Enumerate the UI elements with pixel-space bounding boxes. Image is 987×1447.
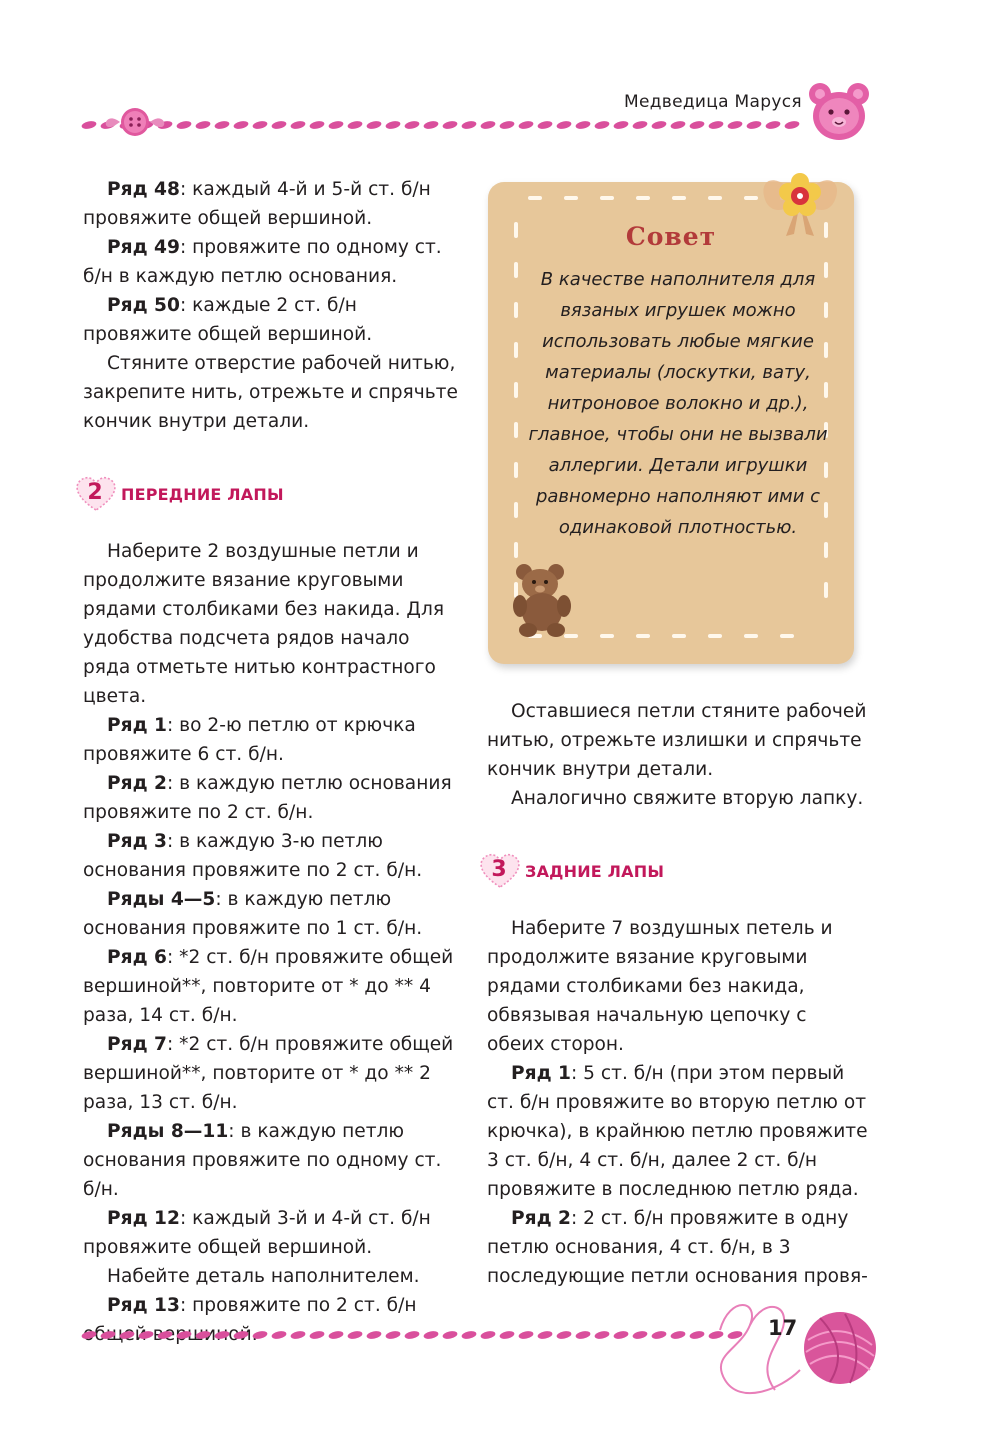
row-text: : провяжите по 2 ст. б/н	[179, 1295, 417, 1316]
stitch-mark	[670, 1330, 686, 1340]
row-3-paragraph	[83, 827, 458, 885]
stitch-mark	[613, 1330, 629, 1340]
row-2-paragraph	[83, 769, 458, 827]
row-label: Ряд 3	[107, 831, 167, 852]
card-slot	[514, 302, 518, 318]
stuff-paragraph: Набейте деталь наполнителем.	[107, 1266, 420, 1287]
card-slot	[514, 542, 518, 558]
stitch-mark	[81, 120, 97, 130]
stitch-mark	[480, 120, 496, 130]
stitch-mark	[404, 1330, 420, 1340]
close-paragraph: Стяните отверстие рабочей нитью, закрепите нить, отрежьте и спрячьте кончик внутри детали.	[83, 353, 458, 432]
row-label: Ряд 1	[107, 715, 167, 736]
card-slot	[636, 196, 650, 200]
stitch-mark	[670, 120, 686, 130]
row-label: Ряд 13	[107, 1295, 180, 1316]
stitch-mark	[252, 120, 268, 130]
card-slot	[514, 262, 518, 278]
card-slot	[600, 634, 614, 638]
row-text: : 2 ст. б/н провяжите в одну петлю основания, 4 ст. б/н, в 3 последующие петли основания провя-	[487, 1208, 868, 1287]
stitch-mark	[480, 1330, 496, 1340]
card-slot	[636, 634, 650, 638]
stitch-mark	[309, 1330, 325, 1340]
rows-8-11-paragraph	[83, 1117, 458, 1204]
stitch-mark	[708, 120, 724, 130]
stitch-mark	[727, 120, 743, 130]
card-slot	[600, 196, 614, 200]
stitch-mark	[195, 120, 211, 130]
stitch-mark	[385, 1330, 401, 1340]
row-label: Ряд 48	[107, 179, 180, 200]
stitch-mark	[195, 1330, 211, 1340]
row-6-paragraph	[83, 943, 458, 1030]
row-text: : каждый 4-й и 5-й ст. б/н провяжите общей вершиной.	[83, 179, 431, 229]
stitch-mark	[176, 1330, 192, 1340]
intro-paragraph: Наберите 7 воздушных петель и продолжите вязание круговыми рядами столбиками без накида, обвязывая начальную цепочку с обеих сторон.	[487, 918, 833, 1055]
top-stitch-decoration	[78, 119, 808, 131]
row-label: Ряды 4—5	[107, 889, 216, 910]
left-column	[83, 175, 458, 1349]
stitch-mark	[442, 1330, 458, 1340]
stitch-mark	[613, 120, 629, 130]
row-label: Ряд 6	[107, 947, 167, 968]
card-slot	[672, 634, 686, 638]
stitch-mark	[632, 120, 648, 130]
stitch-mark	[461, 1330, 477, 1340]
teddy-bear-icon	[506, 562, 582, 640]
stitch-line-icon	[78, 1329, 758, 1341]
stitch-mark	[385, 120, 401, 130]
stitch-mark	[328, 1330, 344, 1340]
stitch-mark	[784, 120, 800, 130]
row-text: : каждые 2 ст. б/н провяжите общей вершиной.	[83, 295, 373, 345]
stitch-mark	[309, 120, 325, 130]
row-12-paragraph	[83, 1204, 458, 1262]
card-slot	[514, 422, 518, 438]
section-title: ПЕРЕДНИЕ ЛАПЫ	[121, 484, 284, 504]
stitch-mark	[651, 1330, 667, 1340]
stitch-mark	[347, 120, 363, 130]
stitch-mark	[214, 1330, 230, 1340]
stitch-mark	[689, 120, 705, 130]
stitch-mark	[233, 120, 249, 130]
stitch-mark	[518, 1330, 534, 1340]
bottom-stitch-decoration	[78, 1329, 758, 1341]
row-text: : в каждую 3-ю петлю основания провяжите по 2 ст. б/н.	[83, 831, 423, 881]
stitch-mark	[366, 120, 382, 130]
stitch-mark	[594, 1330, 610, 1340]
bow-flower-icon	[752, 162, 848, 242]
stitch-mark	[271, 120, 287, 130]
row-text: : провяжите по одному ст. б/н в каждую петлю основания.	[83, 237, 442, 287]
stitch-mark	[461, 120, 477, 130]
remaining-paragraph: Оставшиеся петли стяните рабочей нитью, отрежьте излишки и спрячьте кончик внутри детали.	[487, 701, 867, 780]
stitch-mark	[442, 120, 458, 130]
tip-card	[488, 182, 854, 664]
ribbon-button-icon	[100, 104, 170, 140]
stitch-mark	[233, 1330, 249, 1340]
card-slot	[564, 196, 578, 200]
row-1-paragraph	[487, 1059, 869, 1204]
row-48-paragraph	[83, 175, 458, 233]
stitch-mark	[537, 1330, 553, 1340]
row-text: : *2 ст. б/н провяжите общей вершиной**, повторите от * до ** 2 раза, 13 ст. б/н.	[83, 1034, 454, 1113]
stitch-mark	[575, 1330, 591, 1340]
row-50-paragraph	[83, 291, 458, 349]
stitch-mark	[252, 1330, 268, 1340]
stitch-mark	[366, 1330, 382, 1340]
stitch-mark	[214, 120, 230, 130]
section-heading-front-paws	[83, 465, 458, 523]
stitch-line-icon	[78, 119, 808, 131]
row-49-paragraph	[83, 233, 458, 291]
section-number-badge	[73, 474, 119, 514]
row-2-paragraph	[487, 1204, 869, 1291]
stitch-mark	[81, 1330, 97, 1340]
row-label: Ряд 2	[511, 1208, 571, 1229]
tip-title: Совет	[625, 222, 717, 251]
card-slot	[514, 502, 518, 518]
stitch-mark	[746, 120, 762, 130]
card-slot	[744, 634, 758, 638]
stitch-mark	[556, 120, 572, 130]
row-text: : 5 ст. б/н (при этом первый ст. б/н провяжите во вторую петлю от крючка), в крайнюю петлю провяжите 3 ст. б/н, 4 ст. б/н, далее 2 ст. б/н провяжите в последнюю петлю ряда.	[487, 1063, 868, 1200]
card-slot	[514, 462, 518, 478]
second-paw-paragraph: Аналогично свяжите вторую лапку.	[511, 788, 864, 809]
stitch-mark	[290, 120, 306, 130]
row-label: Ряд 1	[511, 1063, 571, 1084]
bear-face-badge-icon	[806, 80, 872, 146]
stitch-mark	[290, 1330, 306, 1340]
stitch-mark	[556, 1330, 572, 1340]
stitch-mark	[347, 1330, 363, 1340]
card-slot	[672, 196, 686, 200]
stitch-mark	[632, 1330, 648, 1340]
row-text: : каждый 3-й и 4-й ст. б/н провяжите общей вершиной.	[83, 1208, 431, 1258]
stitch-mark	[271, 1330, 287, 1340]
rows-4-5-paragraph	[83, 885, 458, 943]
card-slot	[514, 342, 518, 358]
stitch-mark	[651, 120, 667, 130]
row-1-paragraph	[83, 711, 458, 769]
yarn-ball-icon	[700, 1290, 880, 1420]
stitch-mark	[765, 120, 781, 130]
card-slot	[514, 382, 518, 398]
row-label: Ряды 8—11	[107, 1121, 229, 1142]
running-title: Медведица Маруся	[624, 92, 802, 112]
section-title: ЗАДНИЕ ЛАПЫ	[525, 861, 665, 881]
intro-paragraph: Наберите 2 воздушные петли и продолжите вязание круговыми рядами столбиками без накида. Для удобства подсчета рядов начало ряда отметьте нитью контрастного цвета.	[83, 541, 445, 707]
stitch-mark	[499, 1330, 515, 1340]
stitch-mark	[404, 120, 420, 130]
page-number: 17	[768, 1316, 798, 1340]
card-slot	[528, 196, 542, 200]
stitch-mark	[423, 1330, 439, 1340]
stitch-mark	[100, 1330, 116, 1340]
stitch-mark	[423, 120, 439, 130]
stitch-mark	[138, 1330, 154, 1340]
right-column	[487, 697, 869, 1291]
row-7-paragraph	[83, 1030, 458, 1117]
card-slot	[824, 582, 828, 598]
stitch-mark	[575, 120, 591, 130]
row-label: Ряд 2	[107, 773, 167, 794]
stitch-mark	[499, 120, 515, 130]
row-label: Ряд 50	[107, 295, 180, 316]
section-number: 3	[491, 857, 507, 882]
card-slot	[708, 634, 722, 638]
row-text: : в каждую петлю основания провяжите по одному ст. б/н.	[83, 1121, 442, 1200]
row-text: : *2 ст. б/н провяжите общей вершиной**, повторите от * до ** 4 раза, 14 ст. б/н.	[83, 947, 454, 1026]
card-slot	[708, 196, 722, 200]
stitch-mark	[328, 120, 344, 130]
row-label: Ряд 12	[107, 1208, 180, 1229]
row-text: : во 2-ю петлю от крючка провяжите 6 ст. б/н.	[83, 715, 416, 765]
stitch-mark	[518, 120, 534, 130]
row-label: Ряд 7	[107, 1034, 167, 1055]
row-text: : в каждую петлю основания провяжите по 2 ст. б/н.	[83, 773, 452, 823]
stitch-mark	[176, 120, 192, 130]
card-slot	[824, 542, 828, 558]
tip-text: В качестве наполнителя для вязаных игрушек можно использовать любые мягкие материалы (лоскутки, вату, нитроновое волокно и др.), главное, чтобы они не вызвали аллергии. Детали игрушки равномерно наполняют ими с одинаковой плотностью.	[528, 269, 828, 538]
row-label: Ряд 49	[107, 237, 180, 258]
stitch-mark	[594, 120, 610, 130]
section-number: 2	[87, 480, 103, 505]
section-heading-hind-paws	[487, 842, 869, 900]
section-number-badge	[477, 851, 523, 891]
row-text: : в каждую петлю основания провяжите по 1 ст. б/н.	[83, 889, 423, 939]
stitch-mark	[537, 120, 553, 130]
stitch-mark	[119, 1330, 135, 1340]
card-slot	[780, 634, 794, 638]
stitch-mark	[157, 1330, 173, 1340]
